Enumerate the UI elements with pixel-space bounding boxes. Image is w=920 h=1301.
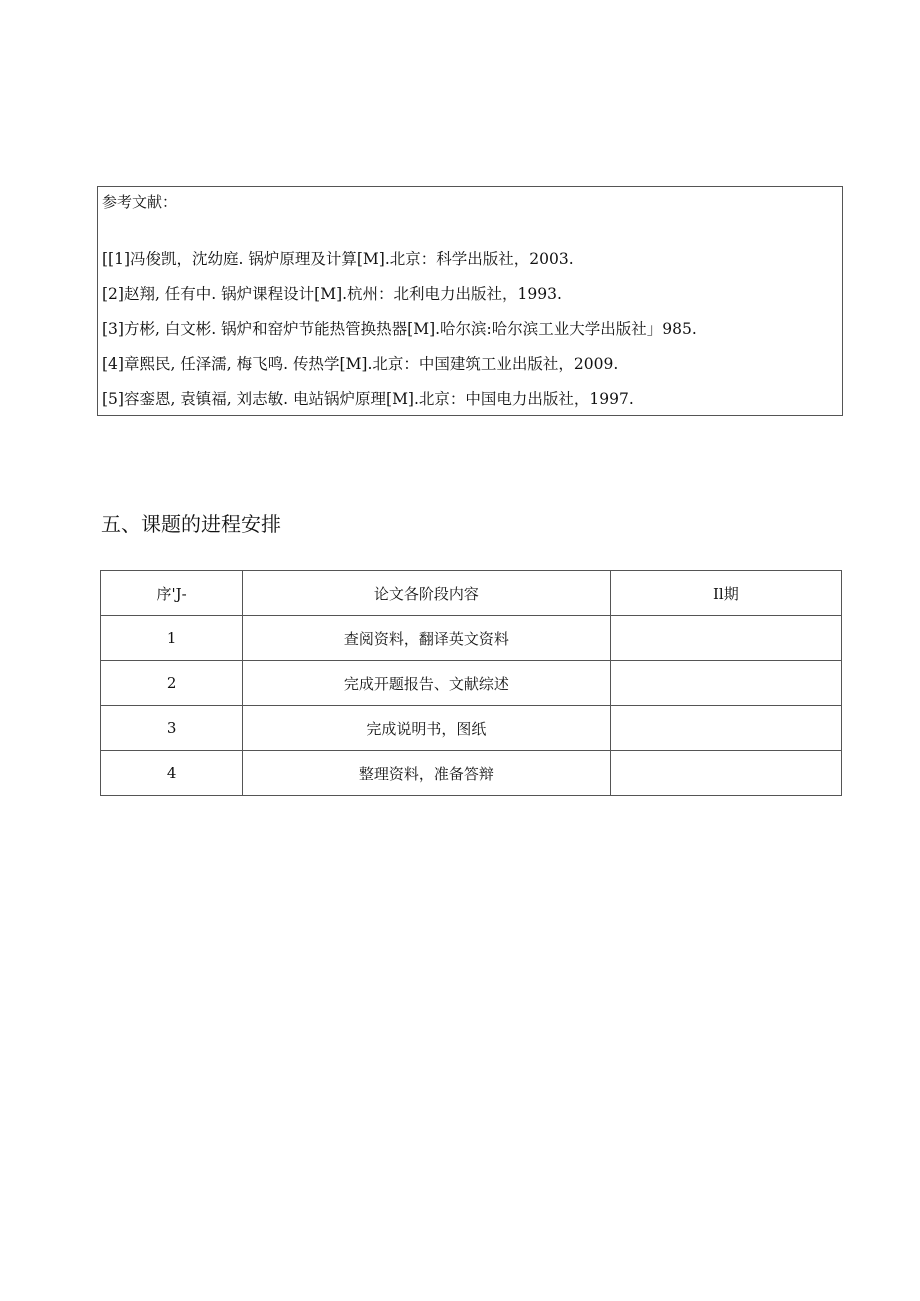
cell-content: 查阅资料，翻译英文资料 <box>243 616 610 661</box>
table-header-row <box>101 571 842 616</box>
cell-seq: 4 <box>101 751 243 796</box>
reference-item-5: [5]容銮恩, 袁镇福, 刘志敏. 电站锅炉原理[M].北京：中国电力出版社，1997. <box>102 390 634 408</box>
cell-seq: 3 <box>101 706 243 751</box>
header-seq: 序'J- <box>101 571 243 616</box>
cell-content: 完成说明书，图纸 <box>243 706 610 751</box>
references-heading: 参考文献： <box>102 193 178 211</box>
cell-date <box>610 706 841 751</box>
cell-date <box>610 661 841 706</box>
reference-item-2: [2]赵翔, 任有中. 锅炉课程设计[M].杭州：北利电力出版社，1993. <box>102 285 562 303</box>
header-date: Il期 <box>610 571 841 616</box>
cell-date <box>610 751 841 796</box>
references-box <box>97 186 843 416</box>
reference-item-3: [3]方彬, 白文彬. 锅炉和窑炉节能热管换热器[M].哈尔滨:哈尔滨工业大学出版社」985. <box>102 320 697 338</box>
table-row <box>101 616 842 661</box>
table-row <box>101 706 842 751</box>
header-content: 论文各阶段内容 <box>243 571 610 616</box>
reference-item-4: [4]章熙民, 任泽濡, 梅飞鸣. 传热学[M].北京：中国建筑工业出版社，2009. <box>102 355 619 373</box>
table-row <box>101 661 842 706</box>
cell-seq: 1 <box>101 616 243 661</box>
reference-item-1: [[1]冯俊凯，沈幼庭. 锅炉原理及计算[M].北京：科学出版社，2003. <box>102 250 574 268</box>
table-row <box>101 751 842 796</box>
schedule-table <box>100 570 842 796</box>
cell-date <box>610 616 841 661</box>
references-list <box>102 249 697 424</box>
cell-content: 整理资料，准备答辩 <box>243 751 610 796</box>
cell-content: 完成开题报告、文献综述 <box>243 661 610 706</box>
section-title: 五、课题的进程安排 <box>101 512 281 536</box>
cell-seq: 2 <box>101 661 243 706</box>
